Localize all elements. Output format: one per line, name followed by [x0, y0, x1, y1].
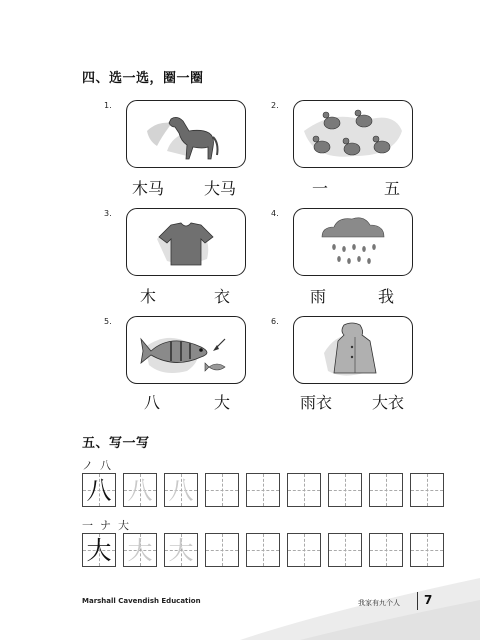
writing-cell-da-blank[interactable] [205, 533, 239, 567]
footer-wave-decoration [0, 570, 480, 640]
writing-cell-ba-blank[interactable] [246, 473, 280, 507]
writing-cell-ba-blank[interactable] [328, 473, 362, 507]
question-2-option-b[interactable]: 五 [384, 179, 401, 198]
question-3-option-a[interactable]: 木 [140, 287, 157, 306]
writing-cell-ba-blank[interactable] [287, 473, 321, 507]
writing-cell-ba-blank[interactable] [205, 473, 239, 507]
horse-icon [127, 101, 245, 167]
question-6-number: 6. [271, 317, 279, 326]
question-6-option-b[interactable]: 大衣 [372, 393, 405, 412]
page-number: 7 [424, 593, 433, 607]
question-4-option-a[interactable]: 雨 [310, 287, 327, 306]
question-2-number: 2. [271, 101, 279, 110]
raincoat-icon [294, 317, 412, 383]
stroke-order-da-3: 大 [118, 519, 129, 532]
writing-cell-ba-blank[interactable] [369, 473, 403, 507]
question-1-number: 1. [104, 101, 112, 110]
question-5-picture [126, 316, 246, 384]
question-4-picture [293, 208, 413, 276]
writing-cell-da-trace[interactable]: 大 [164, 533, 198, 567]
t-shirt-icon [127, 209, 245, 275]
question-5-option-a[interactable]: 八 [144, 393, 161, 412]
book-title: 我家有九个人 [358, 599, 400, 607]
writing-cell-da-blank[interactable] [246, 533, 280, 567]
writing-cell-da-blank[interactable] [328, 533, 362, 567]
question-2-option-a[interactable]: 一 [312, 179, 329, 198]
question-4-number: 4. [271, 209, 279, 218]
question-3-number: 3. [104, 209, 112, 218]
publisher-name: Marshall Cavendish Education [82, 597, 201, 605]
section-4-title: 四、选一选，圈一圈 [82, 71, 204, 86]
question-6-option-a[interactable]: 雨衣 [300, 393, 333, 412]
rain-cloud-icon [294, 209, 412, 275]
writing-cell-da-blank[interactable] [410, 533, 444, 567]
stroke-order-ba-1: ノ [82, 459, 93, 472]
question-3-picture [126, 208, 246, 276]
question-3-option-b[interactable]: 衣 [214, 287, 231, 306]
stroke-order-ba-2: 八 [100, 459, 111, 472]
question-6-picture [293, 316, 413, 384]
writing-cell-da-blank[interactable] [287, 533, 321, 567]
stroke-order-da-2: ナ [100, 519, 111, 532]
writing-cell-da-blank[interactable] [369, 533, 403, 567]
question-1-picture [126, 100, 246, 168]
writing-cell-da-model: 大 [82, 533, 116, 567]
writing-cell-da-trace[interactable]: 大 [123, 533, 157, 567]
writing-cell-ba-trace[interactable]: 八 [164, 473, 198, 507]
question-4-option-b[interactable]: 我 [378, 287, 395, 306]
writing-cell-ba-blank[interactable] [410, 473, 444, 507]
roosters-icon [294, 101, 412, 167]
fish-icon [127, 317, 245, 383]
question-5-number: 5. [104, 317, 112, 326]
question-2-picture [293, 100, 413, 168]
footer-divider [417, 592, 418, 610]
writing-cell-ba-model: 八 [82, 473, 116, 507]
stroke-order-da-1: 一 [82, 519, 93, 532]
question-5-option-b[interactable]: 大 [214, 393, 231, 412]
section-5-title: 五、写一写 [82, 436, 150, 451]
question-1-option-a[interactable]: 木马 [132, 179, 165, 198]
writing-cell-ba-trace[interactable]: 八 [123, 473, 157, 507]
question-1-option-b[interactable]: 大马 [204, 179, 237, 198]
